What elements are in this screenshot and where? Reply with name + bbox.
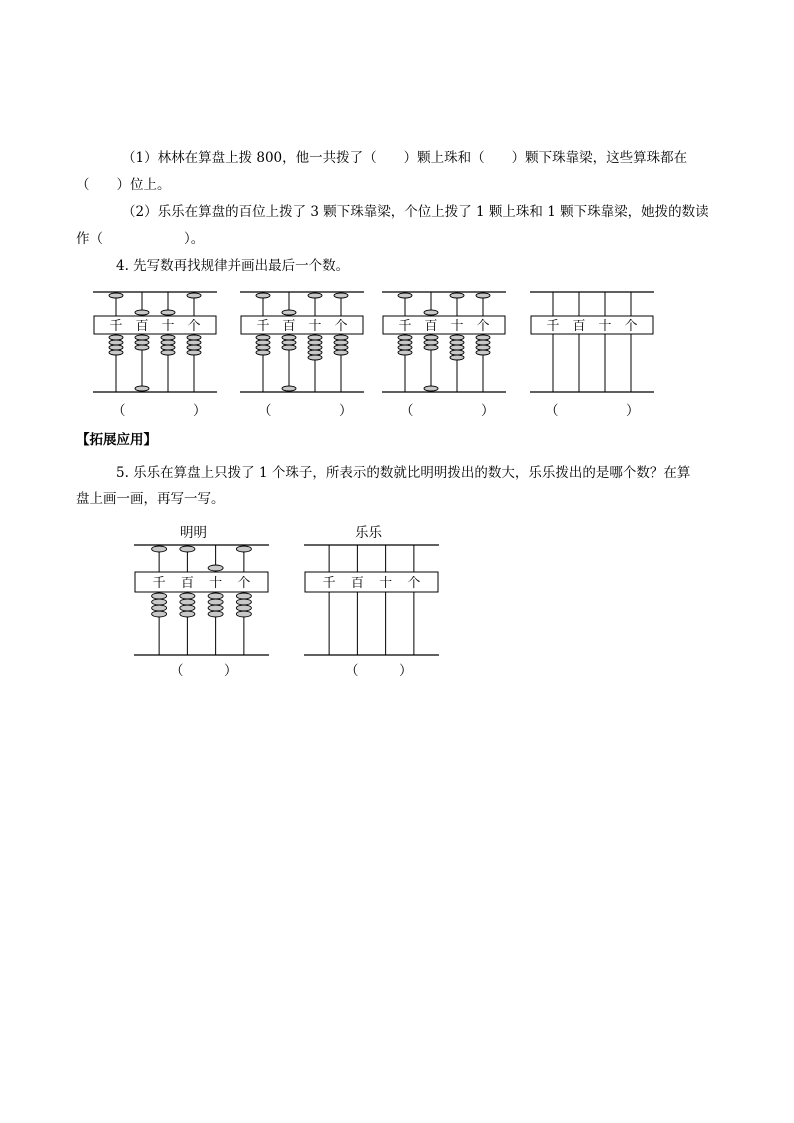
place-label: 十 bbox=[161, 319, 175, 334]
lower-bead bbox=[398, 345, 412, 350]
lower-bead bbox=[424, 335, 438, 340]
lower-bead bbox=[424, 386, 438, 391]
place-label: 十 bbox=[209, 576, 223, 591]
lower-bead bbox=[109, 345, 123, 350]
upper-bead bbox=[187, 293, 201, 298]
lower-bead bbox=[208, 593, 223, 599]
lower-bead bbox=[161, 350, 175, 355]
lower-bead bbox=[308, 355, 322, 360]
lower-bead bbox=[334, 335, 348, 340]
upper-bead bbox=[424, 310, 438, 315]
lower-bead bbox=[398, 335, 412, 340]
upper-bead bbox=[152, 546, 167, 552]
q4-abacus-2 bbox=[240, 288, 364, 396]
q4-answer-blank-3[interactable]: （ ） bbox=[400, 403, 495, 419]
upper-bead bbox=[180, 546, 195, 552]
q3-part1-line2: （ ）位上。 bbox=[76, 177, 171, 193]
lower-bead bbox=[282, 345, 296, 350]
lower-bead bbox=[334, 350, 348, 355]
upper-bead bbox=[282, 310, 296, 315]
lower-bead bbox=[424, 340, 438, 345]
lower-bead bbox=[135, 335, 149, 340]
lower-bead bbox=[256, 340, 270, 345]
q3-part2-line2: 作（ ）。 bbox=[76, 231, 205, 247]
place-label: 百 bbox=[424, 319, 438, 334]
lower-bead bbox=[308, 340, 322, 345]
lower-bead bbox=[208, 611, 223, 617]
place-label: 个 bbox=[476, 319, 490, 334]
place-label: 个 bbox=[334, 319, 348, 334]
lower-bead bbox=[187, 345, 201, 350]
lower-bead bbox=[152, 605, 167, 611]
upper-bead bbox=[308, 293, 322, 298]
q4-abacus-1 bbox=[93, 288, 217, 396]
lower-bead bbox=[236, 605, 251, 611]
lower-bead bbox=[476, 345, 490, 350]
lower-bead bbox=[135, 340, 149, 345]
extension-heading: 【拓展应用】 bbox=[76, 432, 157, 448]
lower-bead bbox=[161, 345, 175, 350]
place-label: 千 bbox=[109, 319, 123, 334]
place-label: 十 bbox=[379, 576, 393, 591]
lele-title: 乐乐 bbox=[355, 525, 382, 541]
lower-bead bbox=[152, 611, 167, 617]
place-label: 百 bbox=[282, 319, 296, 334]
lower-bead bbox=[180, 605, 195, 611]
lower-bead bbox=[152, 599, 167, 605]
lower-bead bbox=[476, 350, 490, 355]
q3-part2-line1: （2）乐乐在算盘的百位上拨了 3 颗下珠靠梁，个位上拨了 1 颗上珠和 1 颗下珠靠梁，她拨的数读 bbox=[122, 204, 709, 220]
q4-answer-blank-2[interactable]: （ ） bbox=[258, 403, 353, 419]
lower-bead bbox=[308, 335, 322, 340]
lele-abacus bbox=[304, 541, 439, 659]
q4-answer-blank-1[interactable]: （ ） bbox=[112, 403, 207, 419]
lower-bead bbox=[450, 355, 464, 360]
lower-bead bbox=[236, 593, 251, 599]
lower-bead bbox=[424, 345, 438, 350]
place-label: 百 bbox=[350, 576, 364, 591]
lower-bead bbox=[109, 340, 123, 345]
q5-line1: 5. 乐乐在算盘上只拨了 1 个珠子，所表示的数就比明明拨出的数大，乐乐拨出的是哪个数？在算 bbox=[116, 465, 691, 481]
place-label: 十 bbox=[598, 319, 612, 334]
lower-bead bbox=[282, 340, 296, 345]
place-label: 千 bbox=[398, 319, 412, 334]
lower-bead bbox=[282, 386, 296, 391]
lower-bead bbox=[334, 345, 348, 350]
place-label: 百 bbox=[135, 319, 149, 334]
lower-bead bbox=[161, 340, 175, 345]
place-label: 千 bbox=[322, 576, 336, 591]
lower-bead bbox=[208, 599, 223, 605]
lower-bead bbox=[256, 350, 270, 355]
place-label: 千 bbox=[546, 319, 560, 334]
upper-bead bbox=[109, 293, 123, 298]
q4-abacus-4 bbox=[530, 288, 654, 396]
mingming-title: 明明 bbox=[180, 525, 207, 541]
lower-bead bbox=[161, 335, 175, 340]
lower-bead bbox=[334, 340, 348, 345]
lower-bead bbox=[135, 386, 149, 391]
lower-bead bbox=[476, 335, 490, 340]
q3-part1-line1: （1）林林在算盘上拨 800，他一共拨了（ ）颗上珠和（ ）颗下珠靠梁，这些算珠都在 bbox=[122, 150, 688, 166]
upper-bead bbox=[256, 293, 270, 298]
upper-bead bbox=[334, 293, 348, 298]
lower-bead bbox=[450, 345, 464, 350]
place-label: 个 bbox=[187, 319, 201, 334]
place-label: 个 bbox=[624, 319, 638, 334]
lower-bead bbox=[308, 345, 322, 350]
upper-bead bbox=[236, 546, 251, 552]
place-label: 百 bbox=[572, 319, 586, 334]
upper-bead bbox=[208, 565, 223, 571]
lower-bead bbox=[476, 340, 490, 345]
lower-bead bbox=[187, 350, 201, 355]
place-label: 个 bbox=[407, 576, 421, 591]
lower-bead bbox=[152, 593, 167, 599]
upper-bead bbox=[135, 310, 149, 315]
lower-bead bbox=[236, 599, 251, 605]
lower-bead bbox=[282, 335, 296, 340]
q4-prompt: 4. 先写数再找规律并画出最后一个数。 bbox=[116, 258, 350, 274]
upper-bead bbox=[161, 310, 175, 315]
lower-bead bbox=[450, 340, 464, 345]
lower-bead bbox=[236, 611, 251, 617]
lower-bead bbox=[256, 335, 270, 340]
lower-bead bbox=[187, 335, 201, 340]
lower-bead bbox=[180, 593, 195, 599]
q5-line2: 盘上画一画，再写一写。 bbox=[76, 491, 225, 507]
lower-bead bbox=[208, 605, 223, 611]
lower-bead bbox=[180, 599, 195, 605]
mingming-answer-blank[interactable]: （ ） bbox=[170, 663, 238, 679]
place-label: 十 bbox=[450, 319, 464, 334]
place-label: 千 bbox=[152, 576, 166, 591]
place-label: 千 bbox=[256, 319, 270, 334]
lower-bead bbox=[109, 335, 123, 340]
place-label: 百 bbox=[180, 576, 194, 591]
upper-bead bbox=[476, 293, 490, 298]
q4-abacus-3 bbox=[382, 288, 506, 396]
mingming-abacus bbox=[134, 541, 269, 659]
lower-bead bbox=[308, 350, 322, 355]
lower-bead bbox=[450, 350, 464, 355]
upper-bead bbox=[450, 293, 464, 298]
lower-bead bbox=[398, 350, 412, 355]
lower-bead bbox=[450, 335, 464, 340]
upper-bead bbox=[398, 293, 412, 298]
lele-answer-blank[interactable]: （ ） bbox=[345, 663, 413, 679]
lower-bead bbox=[180, 611, 195, 617]
q4-answer-blank-4[interactable]: （ ） bbox=[545, 403, 640, 419]
lower-bead bbox=[135, 345, 149, 350]
place-label: 个 bbox=[237, 576, 251, 591]
lower-bead bbox=[187, 340, 201, 345]
lower-bead bbox=[109, 350, 123, 355]
lower-bead bbox=[398, 340, 412, 345]
place-label: 十 bbox=[308, 319, 322, 334]
lower-bead bbox=[256, 345, 270, 350]
